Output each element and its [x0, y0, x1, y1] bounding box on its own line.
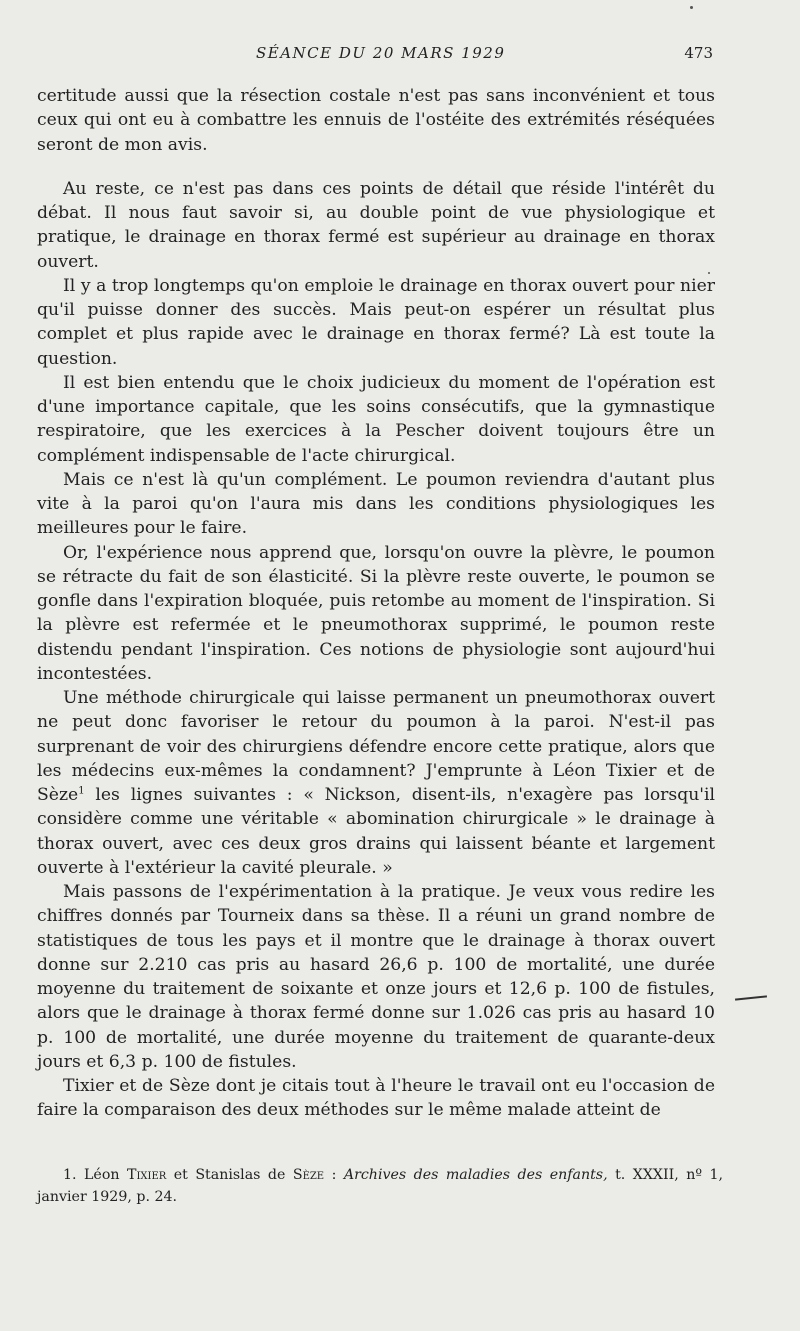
paragraph-text: les lignes suivantes : « Nickson, disent-ils, n'exagère pas lorsqu'il considère comme une véritable « abomination chirurgicale » le drainage à thorax ouvert, avec ces deux gros drains qui laissent béante et largement ouverte à l'extérieur la cavité pleurale. »	[37, 785, 715, 878]
footnote-author1-first: Léon	[84, 1167, 120, 1183]
paragraph-continuation: certitude aussi que la résection costale n'est pas sans inconvénient et tous ceux qui ont eu à combattre les ennuis de l'ostéite des extrémités réséquées seront de mon avis.	[37, 86, 715, 155]
main-text	[37, 84, 715, 1123]
margin-pencil-mark	[735, 995, 767, 1000]
paper-speck	[708, 272, 710, 274]
footnote	[37, 1164, 723, 1208]
page-header	[0, 44, 800, 68]
paragraph-with-footnote-ref	[37, 686, 715, 880]
paragraph: Mais passons de l'expérimentation à la pratique. Je veux vous redire les chiffres donnés par Tourneix dans sa thèse. Il a réuni un grand nombre de statistiques de tous les pays et il montre que le drainage à thorax ouvert donne sur 2.210 cas pris au hasard 26,6 p. 100 de mortalité, une durée moyenne du traitement de soixante et onze jours et 12,6 p. 100 de fistules, alors que le drainage à thorax fermé donne sur 1.026 cas pris au hasard 10 p. 100 de mortalité, une durée moyenne du traitement de quarante-deux jours et 6,3 p. 100 de fistules.	[37, 882, 715, 1072]
paragraph: Or, l'expérience nous apprend que, lorsqu'on ouvre la plèvre, le poumon se rétracte du fait de son élasticité. Si la plèvre reste ouverte, le poumon se gonfle dans l'expiration bloquée, puis retombe au moment de l'inspiration. Si la plèvre est refermée et le pneumothorax supprimé, le poumon reste distendu pendant l'inspiration. Ces notions de physiologie sont aujourd'hui incontestées.	[37, 542, 715, 684]
page-number: 473	[684, 44, 713, 62]
footnote-number: 1.	[63, 1167, 77, 1183]
paragraph: Il y a trop longtemps qu'on emploie le drainage en thorax ouvert pour nier qu'il puisse donner des succès. Mais peut-on espérer un résultat plus complet et plus rapide avec le drainage en thorax fermé? Là est toute la question.	[37, 275, 715, 369]
running-title: SÉANCE DU 20 MARS 1929	[256, 44, 506, 62]
paper-speck	[690, 6, 693, 9]
footnote-author2-last: Sèze	[292, 1167, 325, 1183]
paragraph: Tixier et de Sèze dont je citais tout à l'heure le travail ont eu l'occasion de faire la comparaison des deux méthodes sur le même malade atteint de	[37, 1076, 715, 1121]
footnote-conjunction: et Stanislas de	[173, 1167, 286, 1183]
footnote-details: t. XXXII, nº 1, janvier 1929, p. 24.	[37, 1167, 724, 1205]
footnote-colon: :	[324, 1167, 344, 1183]
paragraph: Au reste, ce n'est pas dans ces points de détail que réside l'intérêt du débat. Il nous faut savoir si, au double point de vue physiologique et pratique, le drainage en thorax fermé est supérieur au drainage en thorax ouvert.	[37, 178, 715, 272]
footnote-journal: Archives des maladies des enfants,	[343, 1167, 608, 1183]
paragraph: Mais ce n'est là qu'un complément. Le poumon reviendra d'autant plus vite à la paroi qu'on l'aura mis dans les conditions physiologiques les meilleures pour le faire.	[37, 469, 715, 539]
footnote-reference[interactable]: 1	[78, 785, 85, 797]
paragraph-text: Une méthode chirurgicale qui laisse permanent un pneumothorax ouvert ne peut donc favoriser le retour du poumon à la paroi. N'est-il pas surprenant de voir des chirurgiens défendre encore cette pratique, alors que les médecins eux-mêmes la condamnent? J'emprunte à Léon Tixier et de Sèze	[37, 688, 715, 805]
footnote-author1-last: Tixier	[126, 1167, 167, 1183]
paragraph: Il est bien entendu que le choix judicieux du moment de l'opération est d'une importance capitale, que les soins consécutifs, que la gymnastique respiratoire, que les exercices à la Pescher doivent toujours être un complément indispensable de l'acte chirurgical.	[37, 372, 715, 466]
